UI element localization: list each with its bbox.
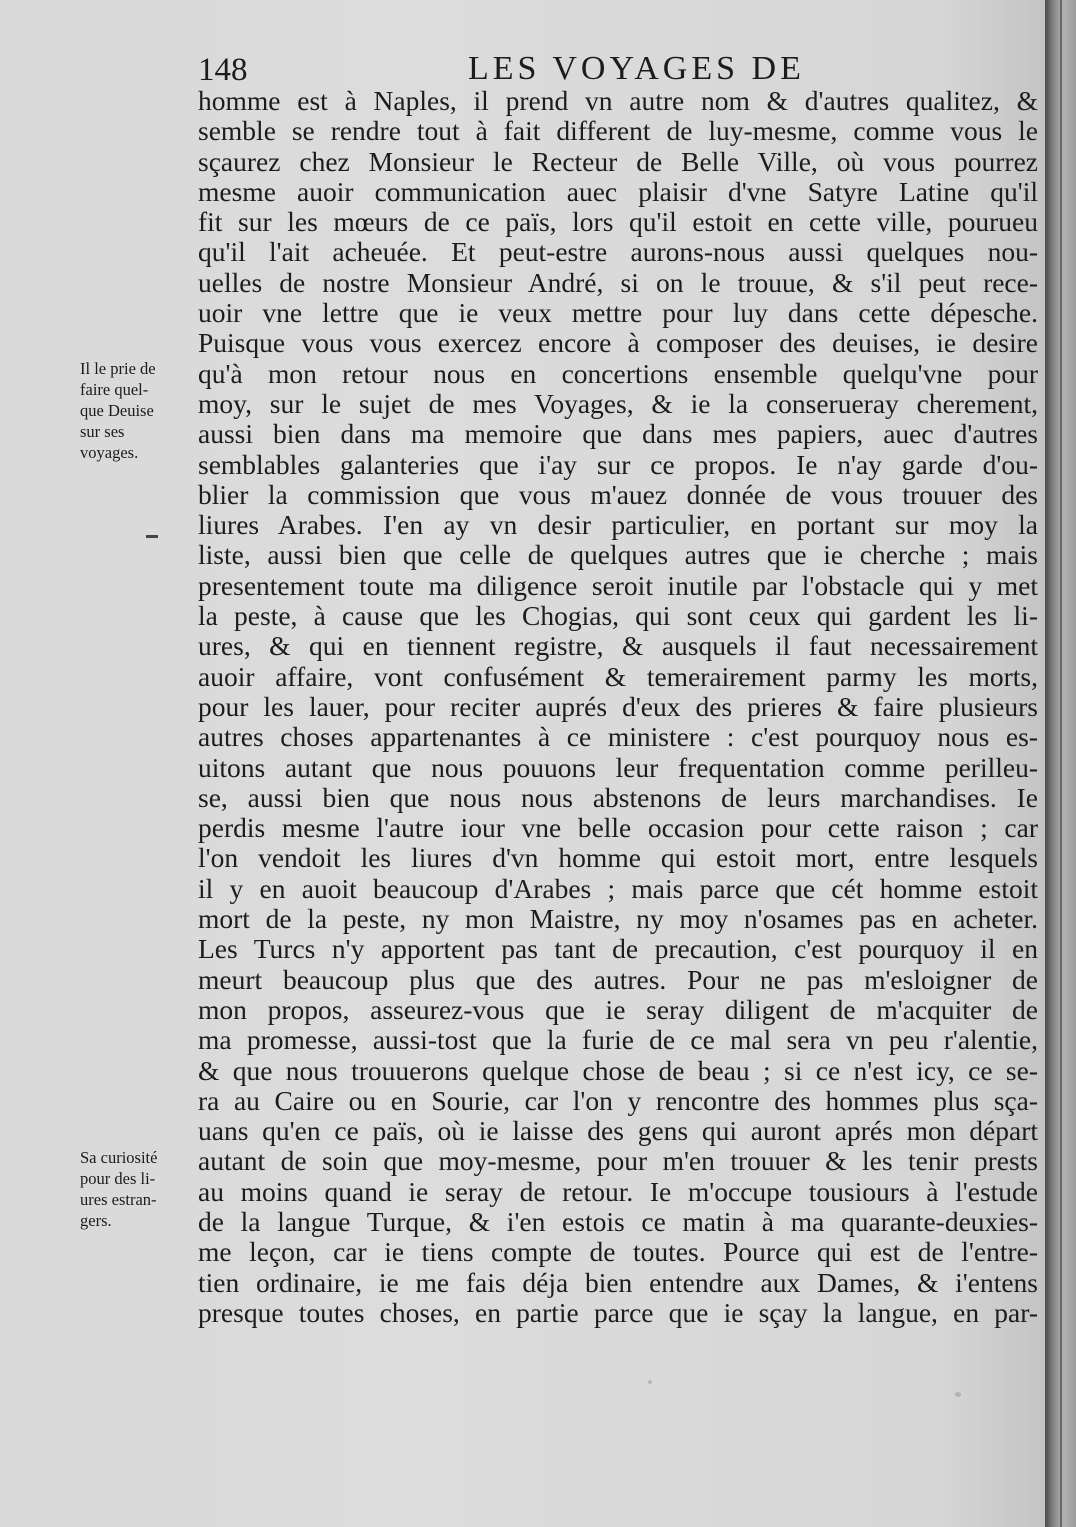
margin-note-line: Il le prie de	[80, 359, 156, 378]
ink-speck	[648, 1380, 652, 1384]
text-line: ma promesse, aussi-tost que la furie de ce mal sera vn peu r'alentie,	[198, 1025, 1038, 1056]
page-edge-line	[1060, 0, 1062, 1527]
text-line: uitons autant que nous pouuons leur frequentation comme perilleu-	[198, 752, 1038, 783]
text-line: se, aussi bien que nous nous abstenons de leurs marchandises. Ie	[198, 782, 1038, 813]
margin-note-curiosite	[80, 1147, 188, 1231]
text-line: blier la commission que vous m'auez donnée de vous trouuer des	[198, 479, 1038, 510]
text-line: uoir vne lettre que ie veux mettre pour luy dans cette dépesche.	[198, 298, 1038, 329]
margin-note-line: pour des li-	[80, 1169, 156, 1188]
margin-note-line: sur ses	[80, 422, 125, 441]
margin-note-line: ures estran-	[80, 1190, 157, 1209]
text-line: tien ordinaire, ie me fais déja bien entendre aux Dames, & i'entens	[198, 1267, 1038, 1298]
text-line: presque toutes choses, en partie parce que ie sçay la langue, en par-	[198, 1297, 1038, 1328]
margin-dash-mark	[146, 535, 158, 538]
text-line: homme est à Naples, il prend vn autre nom & d'autres qualitez, &	[198, 86, 1038, 116]
text-line: mon propos, asseurez-vous que ie seray diligent de m'acquiter de	[198, 994, 1038, 1025]
text-line: qu'il l'ait acheuée. Et peut-estre aurons-nous aussi quelques nou-	[198, 237, 1038, 268]
margin-note-line: voyages.	[80, 443, 139, 462]
text-line: mort de la peste, ny mon Maistre, ny moy n'osames pas en acheter.	[198, 904, 1038, 935]
text-line: ures, & qui en tiennent registre, & ausquels il faut necessairement	[198, 631, 1038, 662]
text-line: semble se rendre tout à fait different de luy-mesme, comme vous le	[198, 116, 1038, 147]
text-line: mesme auoir communication auec plaisir d'vne Satyre Latine qu'il	[198, 176, 1038, 207]
text-line: uelles de nostre Monsieur André, si on le trouue, & s'il peut rece-	[198, 267, 1038, 298]
text-line: semblables galanteries que i'ay sur ce propos. Ie n'ay garde d'ou-	[198, 449, 1038, 480]
text-line: il y en auoit beaucoup d'Arabes ; mais parce que cét homme estoit	[198, 873, 1038, 904]
text-line: l'on vendoit les liures d'vn homme qui estoit mort, entre lesquels	[198, 843, 1038, 874]
margin-note-line: Sa curiosité	[80, 1148, 158, 1167]
text-line: autant de soin que moy-mesme, pour m'en trouuer & les tenir prests	[198, 1146, 1038, 1177]
text-line: auoir affaire, vont confusément & temerairement parmy les morts,	[198, 661, 1038, 692]
margin-note-line: gers.	[80, 1211, 112, 1230]
ink-speck	[955, 1392, 961, 1397]
text-line: me leçon, car ie tiens compte de toutes. Pource qui est de l'entre-	[198, 1237, 1038, 1268]
text-line: meurt beaucoup plus que des autres. Pour ne pas m'esloigner de	[198, 964, 1038, 995]
margin-note-line: que Deuise	[80, 401, 154, 420]
text-line: perdis mesme l'autre iour vne belle occasion pour cette raison ; car	[198, 813, 1038, 844]
text-line: fit sur les mœurs de ce païs, lors qu'il estoit en cette ville, pourueu	[198, 207, 1038, 238]
text-line: pour les lauer, pour reciter auprés d'eux des prieres & faire plusieurs	[198, 691, 1038, 722]
text-line: la peste, à cause que les Chogias, qui sont ceux qui gardent les li-	[198, 601, 1038, 632]
text-line: & que nous trouuerons quelque chose de beau ; si ce n'est icy, ce se-	[198, 1055, 1038, 1086]
text-line: moy, sur le sujet de mes Voyages, & ie la conserueray cherement,	[198, 388, 1038, 419]
text-line: qu'à mon retour nous en concertions ensemble quelqu'vne pour	[198, 358, 1038, 389]
text-line: Les Turcs n'y apportent pas tant de precaution, c'est pourquoy il en	[198, 934, 1038, 965]
text-line: autres choses appartenantes à ce ministere : c'est pourquoy nous es-	[198, 722, 1038, 753]
margin-note-devise	[80, 358, 188, 463]
running-title: LES VOYAGES DE	[468, 50, 805, 87]
text-line: liures Arabes. I'en ay vn desir particulier, en portant sur moy la	[198, 510, 1038, 541]
text-line: presentement toute ma diligence seroit inutile par l'obstacle qui y met	[198, 570, 1038, 601]
text-line: de la langue Turque, & i'en estois ce matin à ma quarante-deuxies-	[198, 1206, 1038, 1237]
text-line: sçaurez chez Monsieur le Recteur de Belle Ville, où vous pourrez	[198, 146, 1038, 177]
text-line: uans qu'en ce païs, où ie laisse des gens qui auront aprés mon départ	[198, 1116, 1038, 1147]
margin-note-line: faire quel-	[80, 380, 149, 399]
text-line: ra au Caire ou en Sourie, car l'on y rencontre des hommes plus sça-	[198, 1085, 1038, 1116]
text-line: au moins quand ie seray de retour. Ie m'occupe tousiours à l'estude	[198, 1176, 1038, 1207]
text-line: Puisque vous vous exercez encore à composer des deuises, ie desire	[198, 328, 1038, 359]
body-text	[198, 86, 1038, 1328]
page-number: 148	[198, 52, 248, 88]
text-line: liste, aussi bien que celle de quelques autres que ie cherche ; mais	[198, 540, 1038, 571]
text-line: aussi bien dans ma memoire que dans mes papiers, auec d'autres	[198, 419, 1038, 450]
